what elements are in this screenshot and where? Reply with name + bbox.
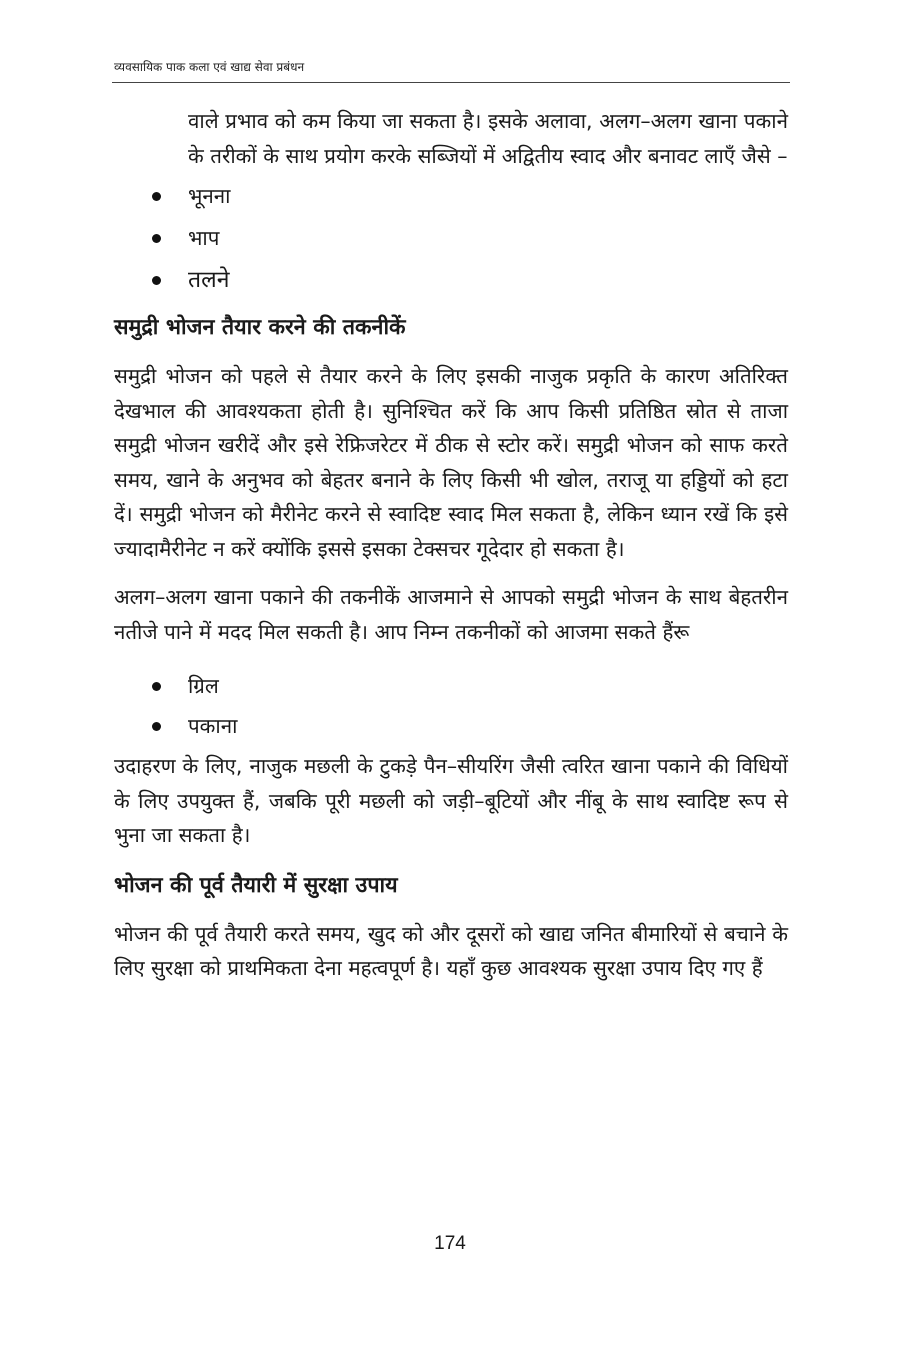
seafood-paragraph-1: समुद्री भोजन को पहले से तैयार करने के लिए इसकी नाजुक प्रकृति के कारण अतिरिक्त देखभाल की आवश्यकता होती है। सुनिश्चित करें कि आप किसी प्रतिष्ठित स्रोत से ताजा समुद्री भोजन खरीदें और इसे रेफ्रिजरेटर में ठीक से स्टोर करें। समुद्री भोजन को साफ करते समय, खाने के अनुभव को बेहतर बनाने के लिए किसी भी खोल, तराजू या हड्डियों को हटा दें। समुद्री भोजन को मैरीनेट करने से स्वादिष्ट स्वाद मिल सकता है, लेकिन ध्यान रखें कि इसे ज्यादामैरीनेट न करें क्योंकि इससे इसका टेक्सचर गूदेदार हो सकता है। (114, 364, 788, 561)
intro-paragraph: वाले प्रभाव को कम किया जा सकता है। इसके अलावा, अलग–अलग खाना पकाने के तरीकों के साथ प्रयोग करके सब्जियों में अद्वितीय स्वाद और बनावट लाएँ जैसे – (188, 109, 788, 168)
section-heading-safety: भोजन की पूर्व तैयारी में सुरक्षा उपाय (114, 872, 398, 898)
running-header: व्यवसायिक पाक कला एवं खाद्य सेवा प्रबंधन (114, 60, 305, 74)
list-item: भाप (114, 221, 788, 255)
page-body (114, 104, 788, 986)
header-rule (112, 82, 790, 83)
list-item: तलने (114, 263, 788, 297)
bullet-icon (152, 682, 161, 691)
page-number: 174 (434, 1233, 466, 1254)
bullet-icon (152, 234, 161, 243)
bullet-icon (152, 722, 161, 731)
cooking-methods-list (114, 179, 788, 297)
seafood-paragraph-3: उदाहरण के लिए, नाजुक मछली के टुकड़े पैन–सीयरिंग जैसी त्वरित खाना पकाने की विधियों के लिए उपयुक्त हैं, जबकि पूरी मछली को जड़ी–बूटियों और नींबू के साथ स्वादिष्ट रूप से भुना जा सकता है। (114, 754, 788, 847)
bullet-icon (152, 276, 161, 285)
section-heading-seafood: समुद्री भोजन तैयार करने की तकनीकें (114, 315, 406, 340)
seafood-techniques-list (114, 669, 788, 743)
list-item: ग्रिल (114, 669, 788, 703)
safety-paragraph: भोजन की पूर्व तैयारी करते समय, खुद को और दूसरों को खाद्य जनित बीमारियों से बचाने के लिए सुरक्षा को प्राथमिकता देना महत्वपूर्ण है। यहाँ कुछ आवश्यक सुरक्षा उपाय दिए गए हैं (114, 921, 788, 980)
bullet-icon (152, 192, 161, 201)
seafood-paragraph-2: अलग–अलग खाना पकाने की तकनीकें आजमाने से आपको समुद्री भोजन के साथ बेहतरीन नतीजे पाने में मदद मिल सकती है। आप निम्न तकनीकों को आजमा सकते हैंरू (114, 585, 788, 644)
list-item: पकाना (114, 709, 788, 743)
list-item: भूनना (114, 179, 788, 213)
